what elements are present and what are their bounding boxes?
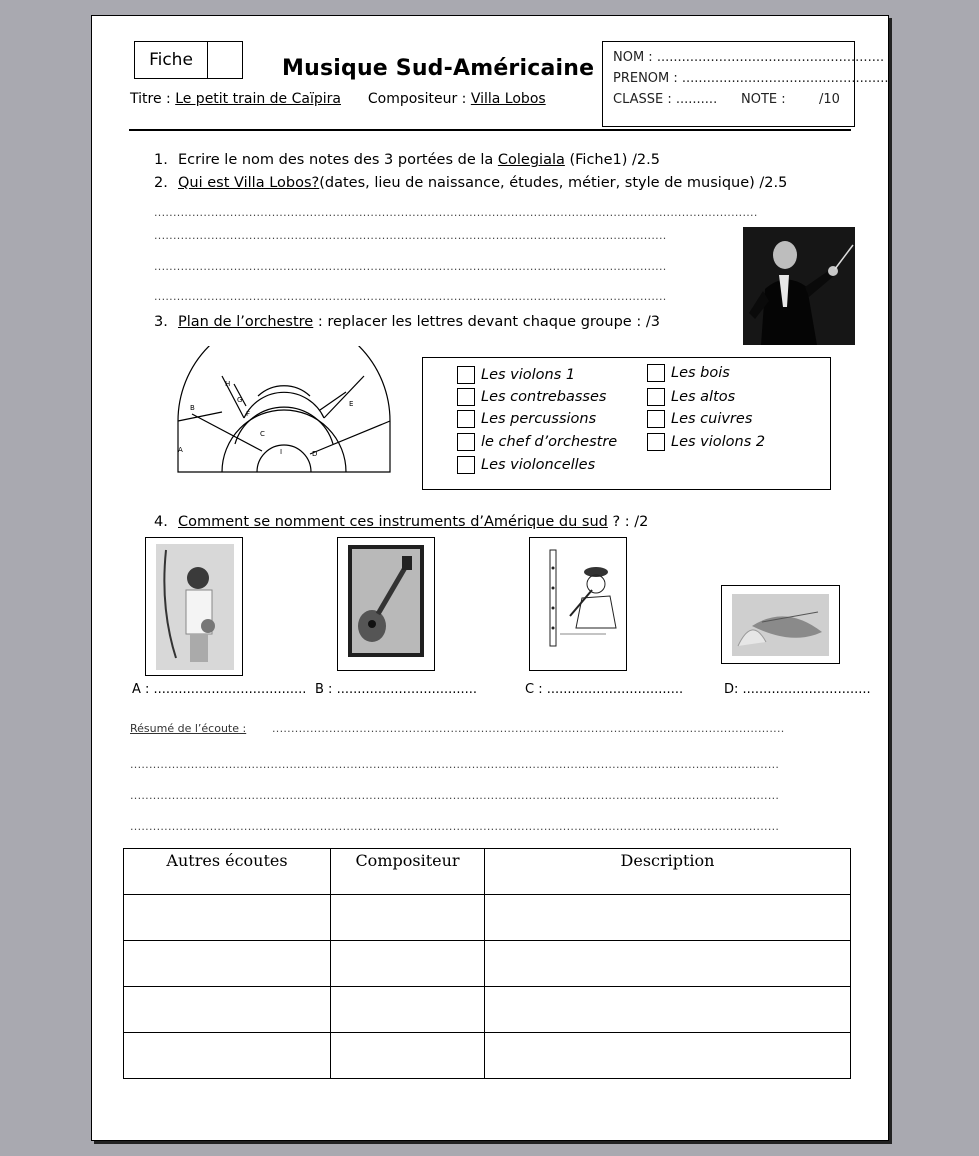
orchestra-letter-a: A (178, 446, 183, 454)
answer-line-2[interactable]: ....................................................................................................................................... (154, 229, 667, 242)
header-autres-ecoutes: Autres écoutes (124, 849, 331, 895)
legend-label: Les violoncelles (481, 457, 596, 473)
q3-number: 3. (154, 314, 168, 330)
table-cell[interactable] (124, 1033, 331, 1079)
legend-cuivres[interactable] (647, 410, 752, 428)
instrument-answer-d[interactable]: D: ............................... (724, 682, 871, 697)
table-cell[interactable] (331, 941, 485, 987)
orchestra-letter-f: F (246, 410, 251, 418)
answer-line-3[interactable]: ....................................................................................................................................... (154, 260, 667, 273)
table-row (124, 895, 851, 941)
answer-line-4[interactable]: ....................................................................................................................................... (154, 290, 667, 303)
table-row (124, 987, 851, 1033)
resume-line-1[interactable]: ....................................................................................................................................... (272, 722, 785, 735)
orchestra-plan-diagram (174, 346, 394, 474)
note-label: NOTE : (741, 92, 786, 107)
q4-text: ? : /2 (607, 514, 649, 530)
q3-title: Plan de l’orchestre (178, 314, 314, 330)
classe-field[interactable]: CLASSE : .......... (613, 92, 718, 107)
legend-violons-1[interactable] (457, 366, 575, 384)
table-cell[interactable] (124, 941, 331, 987)
page-title: Musique Sud-Américaine (282, 56, 595, 81)
legend-label: Les altos (671, 389, 736, 405)
identity-box (602, 41, 893, 127)
table-cell[interactable] (124, 987, 331, 1033)
legend-label: Les contrebasses (481, 389, 607, 405)
q1-colegiala: Colegiala (497, 152, 565, 168)
conductor-photo (743, 227, 855, 345)
checkbox[interactable] (457, 410, 475, 428)
table-cell[interactable] (331, 1033, 485, 1079)
checkbox[interactable] (457, 456, 475, 474)
legend-label: Les percussions (481, 411, 597, 427)
checkbox[interactable] (457, 433, 475, 451)
table-cell[interactable] (485, 941, 851, 987)
orchestra-letter-i: I (280, 448, 283, 456)
fiche-label: Fiche (135, 42, 208, 78)
legend-violons-2[interactable] (647, 433, 765, 451)
question-1 (154, 152, 660, 168)
legend-label: Les bois (671, 365, 730, 381)
header-compositeur: Compositeur (331, 849, 485, 895)
orchestra-letter-d: D (312, 450, 318, 458)
orchestra-letter-e: E (349, 400, 354, 408)
checkbox[interactable] (647, 410, 665, 428)
q1-text-a: Ecrire le nom des notes des 3 portées de la (178, 152, 498, 168)
resume-label: Résumé de l’écoute : (130, 722, 247, 735)
question-2 (154, 175, 787, 191)
q1-text-b: (Fiche1) /2.5 (564, 152, 660, 168)
orchestra-letter-c: C (260, 430, 265, 438)
legend-label: Les violons 2 (671, 434, 766, 450)
instrument-photo-a-berimbau (145, 537, 243, 676)
nom-field[interactable]: NOM : ....................................................... (613, 50, 885, 65)
worksheet-page (91, 15, 893, 1141)
q4-title: Comment se nomment ces instruments d’Amérique du sud (178, 514, 608, 530)
table-cell[interactable] (331, 895, 485, 941)
subtitle-line (130, 91, 546, 107)
prenom-field[interactable]: PRENOM : ................................................... (613, 71, 893, 86)
q2-title: Qui est Villa Lobos? (178, 175, 320, 191)
legend-chef-orchestre[interactable] (457, 433, 617, 451)
checkbox[interactable] (647, 388, 665, 406)
orchestra-letter-g: G (237, 396, 243, 404)
q3-text: : replacer les lettres devant chaque groupe : /3 (313, 314, 660, 330)
instrument-photo-d (721, 585, 840, 664)
resume-line-3[interactable]: ........................................................................................................................................................................... (130, 789, 780, 802)
instrument-photo-b-charango (337, 537, 435, 671)
legend-contrebasses[interactable] (457, 388, 606, 406)
instrument-answer-c[interactable]: C : ................................. (525, 682, 684, 697)
table-cell[interactable] (331, 987, 485, 1033)
instrument-answer-a[interactable]: A : ..................................... (132, 682, 307, 697)
header-description: Description (485, 849, 851, 895)
instrument-answer-b[interactable]: B : .................................. (315, 682, 478, 697)
note-value: /10 (819, 92, 840, 107)
legend-bois[interactable] (647, 364, 730, 382)
question-3 (154, 314, 660, 330)
table-cell[interactable] (485, 895, 851, 941)
titre-value: Le petit train de Caïpira (175, 91, 341, 107)
question-4 (154, 514, 648, 530)
compositeur-value: Villa Lobos (470, 91, 546, 107)
q1-number: 1. (154, 152, 168, 168)
table-row (124, 941, 851, 987)
q2-text: (dates, lieu de naissance, études, métier, style de musique) /2.5 (319, 175, 788, 191)
legend-altos[interactable] (647, 388, 735, 406)
answer-line-1[interactable]: ............................................................................................................................................................... (154, 206, 758, 219)
checkbox[interactable] (647, 364, 665, 382)
table-cell[interactable] (485, 1033, 851, 1079)
table-cell[interactable] (485, 987, 851, 1033)
legend-percussions[interactable] (457, 410, 596, 428)
checkbox[interactable] (647, 433, 665, 451)
checkbox[interactable] (457, 388, 475, 406)
resume-line-2[interactable]: ........................................................................................................................................................................... (130, 758, 780, 771)
checkbox[interactable] (457, 366, 475, 384)
legend-violoncelles[interactable] (457, 456, 595, 474)
legend-label: le chef d’orchestre (481, 434, 618, 450)
compositeur-label: Compositeur : (367, 91, 467, 107)
table-row (124, 1033, 851, 1079)
autres-ecoutes-table (123, 848, 851, 1079)
fiche-box (134, 41, 243, 79)
header-divider (129, 129, 851, 131)
resume-line-4[interactable]: ........................................................................................................................................................................... (130, 820, 780, 833)
instrument-photo-c-quena (529, 537, 627, 671)
q2-number: 2. (154, 175, 168, 191)
legend-label: Les violons 1 (481, 367, 576, 383)
orchestra-letter-h: H (225, 380, 231, 388)
legend-label: Les cuivres (671, 411, 753, 427)
q4-number: 4. (154, 514, 168, 530)
orchestra-letter-b: B (190, 404, 195, 412)
titre-label: Titre : (130, 91, 171, 107)
table-cell[interactable] (124, 895, 331, 941)
orchestra-legend-box (422, 357, 831, 490)
